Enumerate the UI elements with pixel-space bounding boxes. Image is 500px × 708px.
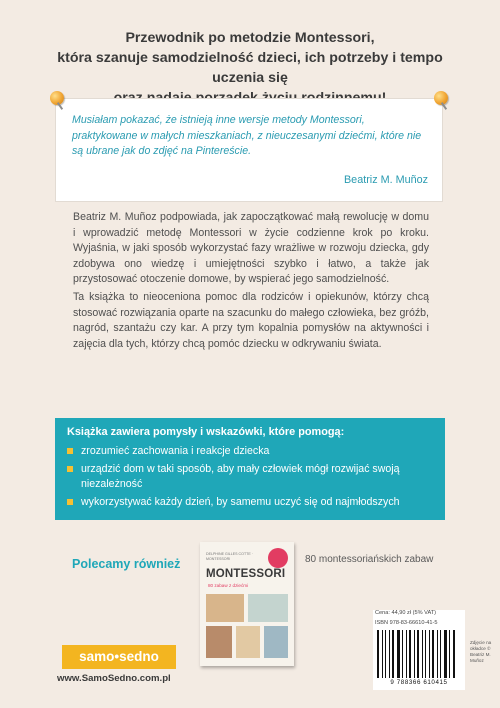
- list-item: [67, 495, 437, 510]
- barcode-bar: [442, 630, 443, 678]
- barcode-bar: [425, 630, 426, 678]
- book-subtitle: 80 zabaw z dziećmi: [208, 583, 249, 588]
- barcode-digits: 9 788366 610415: [390, 679, 448, 686]
- barcode-bar: [391, 630, 392, 678]
- description-paragraph-2: Ta książka to nieoceniona pomoc dla rodziców i opiekunów, którzy chcą stosować rozwiązania oparte na szacunku do małego człowieka, bez gróźb, nagród, szantażu czy kar. A przy tym kopalnia pomysłów na aktywności i zajęcia dla tych, którzy chcą pomóc dziecku w odkrywaniu świata.: [73, 291, 429, 350]
- barcode-bar: [384, 630, 385, 678]
- publisher-url[interactable]: www.SamoSedno.com.pl: [57, 673, 171, 684]
- barcode-bar: [456, 630, 457, 678]
- description-paragraph-1: Beatriz M. Muñoz podpowiada, jak zapoczątkować małą rewolucję w domu i wprowadzić metodę Montessori w życie codzienne krok po kroku. Wyjaśnia, w jaki sposób wykorzystać fazy wrażliwe w rozwoju dziecka, gdy zdobywa ono wiedzę i umiejętności szybko i łatwo, a także jak przystosować otoczenie domowe, by wspierać jego samodzielność.: [73, 211, 429, 285]
- barcode-bar: [401, 630, 402, 678]
- tips-box: [55, 418, 445, 520]
- barcode-bar: [382, 630, 383, 678]
- tip-text: wykorzystywać każdy dzień, by samemu uczyć się od najmłodszych: [81, 496, 400, 508]
- isbn-label: ISBN 978-83-66610-41-5: [375, 620, 438, 626]
- cover-photo: [206, 626, 232, 658]
- list-item: [67, 444, 437, 459]
- barcode-bar: [416, 630, 417, 678]
- barcode-bar: [414, 630, 415, 678]
- photo-credit: Zdjęcie na okładce © Beatriz M. Muñoz: [470, 640, 492, 663]
- cover-photo: [264, 626, 288, 658]
- book-authors: DELPHINE GILLES COTTE · MONTESSORI: [206, 552, 253, 561]
- barcode-bar: [397, 630, 400, 678]
- tips-list: [67, 444, 437, 513]
- recommend-label: Polecamy również: [72, 557, 181, 571]
- barcode-bar: [444, 630, 447, 678]
- barcode-bar: [412, 630, 413, 678]
- quote-text: Musiałam pokazać, że istnieją inne wersje metody Montessori, praktykowane w małych mieszkaniach, z nieuczesanymi dziećmi, które nie są ubrane jak do zdjęć na Pintereście.: [72, 114, 422, 157]
- price-label: Cena: 44,90 zł (5% VAT): [375, 610, 437, 616]
- barcode-bar: [432, 630, 434, 678]
- barcode-bar: [380, 630, 381, 678]
- square-bullet-icon: [67, 466, 73, 472]
- back-cover-headline: [40, 28, 460, 108]
- barcode-bar: [422, 630, 423, 678]
- barcode-bar: [451, 630, 452, 678]
- barcode-bar: [437, 630, 438, 678]
- cover-photo: [236, 626, 260, 658]
- book-title: MONTESSORI: [206, 568, 286, 580]
- barcode-bar: [377, 630, 379, 678]
- barcode-bar: [435, 630, 436, 678]
- tips-title: Książka zawiera pomysły i wskazówki, które pomogą:: [67, 426, 345, 438]
- logo-text-left: samo: [79, 649, 115, 664]
- cover-photo: [206, 594, 244, 622]
- barcode-bar: [449, 630, 450, 678]
- quote-box: [55, 98, 443, 202]
- barcode-bar: [420, 630, 421, 678]
- barcode-bar: [417, 630, 419, 678]
- list-item: [67, 462, 437, 492]
- barcode-bar: [408, 630, 409, 678]
- barcode-bar: [409, 630, 411, 678]
- barcode-bar: [387, 630, 388, 678]
- headline-line-2: która szanuje samodzielność dzieci, ich potrzeby i tempo uczenia się: [57, 50, 443, 86]
- recommended-book-caption: 80 montessoriańskich zabaw: [305, 554, 434, 565]
- publisher-logo: [62, 645, 176, 669]
- barcode-bar: [439, 630, 440, 678]
- square-bullet-icon: [67, 499, 73, 505]
- barcode-bars: [377, 630, 459, 678]
- barcode-bar: [453, 630, 455, 678]
- barcode-bar: [431, 630, 432, 678]
- pushpin-icon: [434, 91, 448, 105]
- barcode-block: [373, 610, 465, 690]
- barcode-bar: [427, 630, 428, 678]
- tip-text: zrozumieć zachowania i reakcje dziecka: [81, 445, 270, 457]
- cover-photo: [248, 594, 288, 622]
- logo-dot: •: [114, 649, 120, 664]
- barcode-bar: [395, 630, 396, 678]
- barcode-bar: [404, 630, 405, 678]
- badge-icon: [268, 548, 288, 568]
- barcode-bar: [448, 630, 449, 678]
- barcode-bar: [406, 630, 407, 678]
- barcode-bar: [389, 630, 390, 678]
- quote-author: Beatriz M. Muñoz: [343, 174, 428, 186]
- barcode-bar: [402, 630, 403, 678]
- pushpin-icon: [50, 91, 64, 105]
- square-bullet-icon: [67, 448, 73, 454]
- barcode-bar: [385, 630, 386, 678]
- headline-line-1: Przewodnik po metodzie Montessori,: [125, 30, 375, 46]
- barcode-bar: [392, 630, 394, 678]
- tip-text: urządzić dom w taki sposób, aby mały człowiek mógł rozwijać swoją niezależność: [81, 463, 400, 490]
- barcode-bar: [440, 630, 441, 678]
- recommended-book-cover: [200, 542, 294, 666]
- barcode-bar: [424, 630, 425, 678]
- barcode-bar: [429, 630, 430, 678]
- logo-text-right: sedno: [119, 649, 159, 664]
